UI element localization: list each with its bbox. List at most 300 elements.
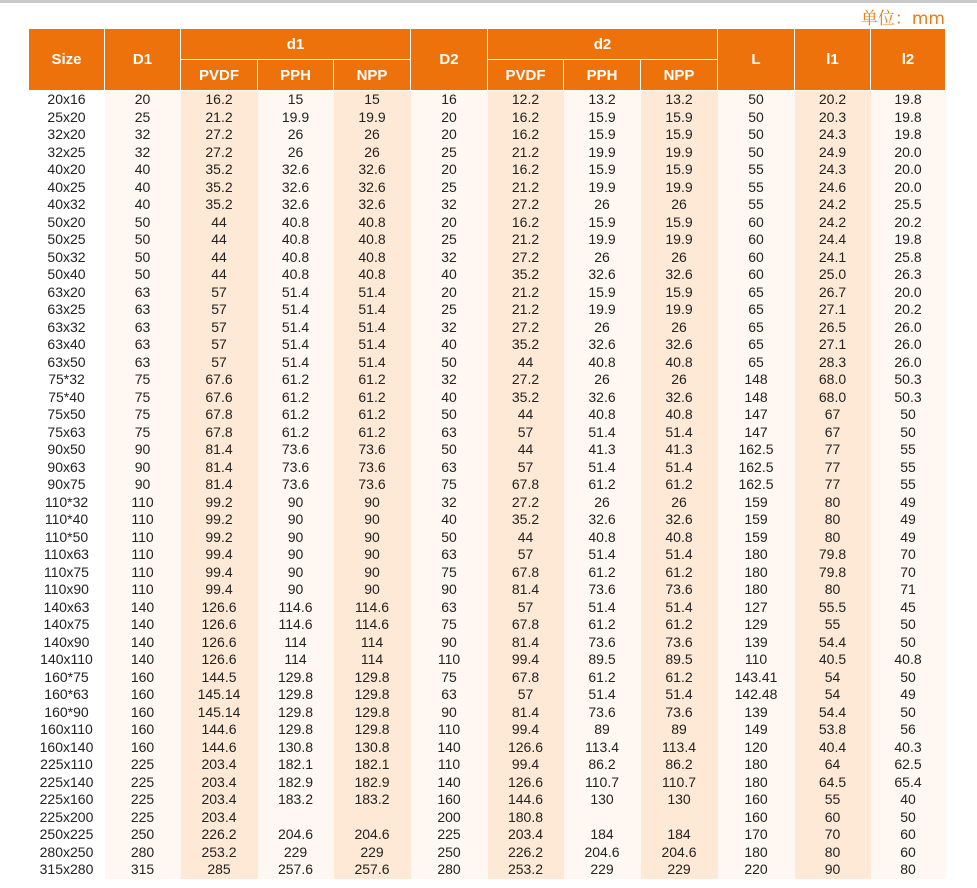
cell-d2-pvdf: 21.2: [488, 179, 564, 197]
cell-d1: 63: [105, 336, 181, 354]
cell-d1: 315: [105, 861, 181, 879]
table-row: [29, 651, 946, 669]
table-row: [29, 669, 946, 687]
cell-d2-pvdf: 57: [488, 686, 564, 704]
table-row: [29, 301, 946, 319]
cell-d1-pvdf: 67.6: [181, 389, 258, 407]
cell-d1-pph: 90: [258, 564, 334, 582]
cell-d1: 225: [105, 809, 181, 827]
cell-l1: 24.3: [795, 126, 871, 144]
table-row: [29, 459, 946, 477]
cell-length: 60: [718, 266, 795, 284]
cell-d1: 110: [105, 546, 181, 564]
cell-length: 50: [718, 109, 795, 127]
cell-d1-pph: 51.4: [258, 319, 334, 337]
cell-d1-pph: 73.6: [258, 459, 334, 477]
cell-size: 110*40: [29, 511, 105, 529]
cell-d1-pvdf: 99.2: [181, 511, 258, 529]
cell-d2-pph: 73.6: [564, 634, 641, 652]
cell-l2: 65.4: [871, 774, 946, 792]
cell-d1: 63: [105, 354, 181, 372]
cell-size: 140x90: [29, 634, 105, 652]
cell-l1: 80: [795, 511, 871, 529]
header-l1: l1: [795, 29, 871, 91]
cell-d2: 63: [411, 599, 488, 617]
cell-l2: 50.3: [871, 389, 946, 407]
cell-l1: 24.2: [795, 214, 871, 232]
cell-d1-pvdf: 44: [181, 266, 258, 284]
cell-d2-pph: 41.3: [564, 441, 641, 459]
cell-d1: 140: [105, 616, 181, 634]
top-rule: [0, 0, 977, 3]
cell-l2: 20.0: [871, 144, 946, 162]
cell-d1-pph: 19.9: [258, 109, 334, 127]
cell-d1-pvdf: 226.2: [181, 826, 258, 844]
cell-d1-npp: 182.1: [334, 756, 411, 774]
cell-d2-pph: 73.6: [564, 704, 641, 722]
cell-d1-pvdf: 126.6: [181, 599, 258, 617]
cell-d2-npp: 51.4: [641, 424, 718, 442]
cell-size: 32x25: [29, 144, 105, 162]
cell-d2-pvdf: 67.8: [488, 476, 564, 494]
table-row: [29, 161, 946, 179]
cell-length: 160: [718, 791, 795, 809]
cell-size: 315x280: [29, 861, 105, 879]
cell-d1: 140: [105, 599, 181, 617]
cell-d2-npp: 229: [641, 861, 718, 879]
cell-d2-pvdf: 99.4: [488, 651, 564, 669]
header-d2-group: d2: [488, 29, 718, 60]
cell-d1-pph: 183.2: [258, 791, 334, 809]
cell-d2-pvdf: 16.2: [488, 109, 564, 127]
cell-size: 20x16: [29, 91, 105, 109]
cell-d1-pvdf: 145.14: [181, 704, 258, 722]
cell-l2: 20.0: [871, 161, 946, 179]
cell-l2: 55: [871, 459, 946, 477]
cell-size: 90x50: [29, 441, 105, 459]
cell-d1-pph: 40.8: [258, 266, 334, 284]
cell-d2-pvdf: 126.6: [488, 739, 564, 757]
cell-length: 148: [718, 389, 795, 407]
cell-size: 225x160: [29, 791, 105, 809]
cell-d2-pvdf: 27.2: [488, 371, 564, 389]
cell-d1-npp: 90: [334, 529, 411, 547]
cell-d1-pph: 114.6: [258, 616, 334, 634]
table-row: [29, 861, 946, 879]
cell-d1-pph: 182.1: [258, 756, 334, 774]
cell-d1-pvdf: 81.4: [181, 441, 258, 459]
cell-d2-pph: 26: [564, 196, 641, 214]
cell-d2: 32: [411, 319, 488, 337]
cell-d1: 225: [105, 774, 181, 792]
cell-d2-pvdf: 35.2: [488, 511, 564, 529]
cell-l1: 70: [795, 826, 871, 844]
cell-length: 149: [718, 721, 795, 739]
cell-d2-npp: 89.5: [641, 651, 718, 669]
cell-d2-npp: 19.9: [641, 301, 718, 319]
header-l2: l2: [871, 29, 946, 91]
cell-d2-pph: 61.2: [564, 476, 641, 494]
table-row: [29, 319, 946, 337]
cell-l1: 79.8: [795, 564, 871, 582]
cell-d2: 50: [411, 529, 488, 547]
cell-size: 50x20: [29, 214, 105, 232]
cell-length: 60: [718, 214, 795, 232]
cell-d1-pph: 51.4: [258, 354, 334, 372]
cell-d2-npp: 73.6: [641, 704, 718, 722]
cell-d2-pph: 32.6: [564, 389, 641, 407]
cell-d2-pvdf: 81.4: [488, 634, 564, 652]
cell-length: 159: [718, 529, 795, 547]
cell-length: 162.5: [718, 441, 795, 459]
cell-d1-pvdf: 21.2: [181, 109, 258, 127]
cell-d2-pvdf: 81.4: [488, 581, 564, 599]
cell-d2-pph: 19.9: [564, 144, 641, 162]
cell-l1: 24.4: [795, 231, 871, 249]
cell-d2: 40: [411, 511, 488, 529]
cell-d1: 32: [105, 144, 181, 162]
header-d2-pvdf: PVDF: [488, 60, 564, 91]
cell-size: 75x63: [29, 424, 105, 442]
cell-d1: 250: [105, 826, 181, 844]
cell-length: 50: [718, 126, 795, 144]
cell-d2-npp: [641, 809, 718, 827]
cell-d2-pvdf: 16.2: [488, 126, 564, 144]
cell-d1-pvdf: 35.2: [181, 179, 258, 197]
cell-d1: 160: [105, 686, 181, 704]
cell-d1: 40: [105, 161, 181, 179]
cell-d2-pvdf: 27.2: [488, 494, 564, 512]
cell-d2-pph: 40.8: [564, 529, 641, 547]
table-row: [29, 546, 946, 564]
cell-d1-pph: 61.2: [258, 389, 334, 407]
cell-d1: 160: [105, 704, 181, 722]
cell-d2-pvdf: 57: [488, 546, 564, 564]
cell-length: 65: [718, 336, 795, 354]
cell-d2: 280: [411, 861, 488, 879]
cell-size: 160*75: [29, 669, 105, 687]
cell-d1-npp: 90: [334, 511, 411, 529]
cell-d1: 32: [105, 126, 181, 144]
cell-l2: 20.2: [871, 301, 946, 319]
cell-l2: 19.8: [871, 231, 946, 249]
cell-length: 55: [718, 179, 795, 197]
cell-d1-pph: [258, 809, 334, 827]
cell-d2-pvdf: 35.2: [488, 389, 564, 407]
cell-d2-pvdf: 81.4: [488, 704, 564, 722]
cell-d1-npp: 130.8: [334, 739, 411, 757]
cell-l1: 20.2: [795, 91, 871, 109]
cell-d2-pph: 19.9: [564, 301, 641, 319]
cell-l2: 19.8: [871, 109, 946, 127]
cell-l2: 56: [871, 721, 946, 739]
cell-d2-pvdf: 67.8: [488, 616, 564, 634]
cell-l1: 80: [795, 494, 871, 512]
cell-l2: 49: [871, 511, 946, 529]
cell-d1-pph: 129.8: [258, 721, 334, 739]
cell-length: 139: [718, 634, 795, 652]
table-row: [29, 196, 946, 214]
cell-d1-npp: 90: [334, 564, 411, 582]
cell-l1: 24.9: [795, 144, 871, 162]
cell-d1-pph: 114: [258, 634, 334, 652]
cell-d1-pvdf: 35.2: [181, 161, 258, 179]
cell-size: 90x63: [29, 459, 105, 477]
cell-d2-npp: 86.2: [641, 756, 718, 774]
cell-d1: 110: [105, 511, 181, 529]
cell-d1: 90: [105, 459, 181, 477]
table-body: [29, 91, 946, 879]
cell-d2-pvdf: 99.4: [488, 721, 564, 739]
cell-d1-npp: 204.6: [334, 826, 411, 844]
cell-l1: 77: [795, 459, 871, 477]
cell-d2-pph: 113.4: [564, 739, 641, 757]
cell-d1-pph: 26: [258, 126, 334, 144]
cell-size: 110x63: [29, 546, 105, 564]
cell-l1: 77: [795, 476, 871, 494]
cell-d1-pph: 32.6: [258, 179, 334, 197]
cell-d1-pvdf: 57: [181, 354, 258, 372]
cell-d2-pph: 26: [564, 319, 641, 337]
table-row: [29, 406, 946, 424]
cell-l2: 40.3: [871, 739, 946, 757]
cell-d2-npp: 51.4: [641, 546, 718, 564]
cell-d1-npp: 129.8: [334, 686, 411, 704]
cell-l1: 54.4: [795, 704, 871, 722]
cell-l2: 26.3: [871, 266, 946, 284]
cell-d2-pvdf: 21.2: [488, 231, 564, 249]
header-size: Size: [29, 29, 105, 91]
cell-d1-npp: 26: [334, 144, 411, 162]
cell-l1: 27.1: [795, 336, 871, 354]
cell-d2: 25: [411, 179, 488, 197]
cell-d1: 160: [105, 721, 181, 739]
cell-d2-pph: 15.9: [564, 214, 641, 232]
cell-d2-pvdf: 126.6: [488, 774, 564, 792]
cell-length: 180: [718, 774, 795, 792]
table-row: [29, 511, 946, 529]
cell-length: 159: [718, 511, 795, 529]
cell-d2-pvdf: 12.2: [488, 91, 564, 109]
cell-d1-npp: 114.6: [334, 599, 411, 617]
cell-d2-pph: 229: [564, 861, 641, 879]
cell-d1-npp: 32.6: [334, 179, 411, 197]
cell-d1: 110: [105, 494, 181, 512]
cell-d2-pph: 110.7: [564, 774, 641, 792]
cell-size: 63x40: [29, 336, 105, 354]
table-row: [29, 476, 946, 494]
cell-d2-npp: 130: [641, 791, 718, 809]
cell-d1-pph: 51.4: [258, 336, 334, 354]
cell-length: 50: [718, 144, 795, 162]
cell-length: 162.5: [718, 476, 795, 494]
cell-size: 75*32: [29, 371, 105, 389]
cell-d2-npp: 15.9: [641, 161, 718, 179]
cell-d1: 140: [105, 651, 181, 669]
cell-d1: 140: [105, 634, 181, 652]
cell-length: 147: [718, 424, 795, 442]
header-d2-npp: NPP: [641, 60, 718, 91]
cell-l1: 25.0: [795, 266, 871, 284]
cell-d1-npp: 73.6: [334, 441, 411, 459]
header-d2-outer: D2: [411, 29, 488, 91]
cell-d1-npp: 32.6: [334, 161, 411, 179]
cell-l1: 80: [795, 581, 871, 599]
cell-d1-pph: 90: [258, 546, 334, 564]
cell-size: 140x110: [29, 651, 105, 669]
cell-length: 180: [718, 844, 795, 862]
cell-d1-pvdf: 144.5: [181, 669, 258, 687]
cell-length: 55: [718, 161, 795, 179]
table-row: [29, 336, 946, 354]
header-d1-outer: D1: [105, 29, 181, 91]
cell-l2: 60: [871, 844, 946, 862]
cell-d1-pvdf: 99.4: [181, 564, 258, 582]
cell-l1: 26.7: [795, 284, 871, 302]
table-row: [29, 564, 946, 582]
cell-d1-pph: 114: [258, 651, 334, 669]
cell-d2-pph: 130: [564, 791, 641, 809]
cell-d1-pvdf: 203.4: [181, 774, 258, 792]
cell-d2-pph: 61.2: [564, 669, 641, 687]
header-d1-group: d1: [181, 29, 411, 60]
cell-d1-pph: 229: [258, 844, 334, 862]
cell-size: 280x250: [29, 844, 105, 862]
table-row: [29, 739, 946, 757]
table-row: [29, 581, 946, 599]
cell-d1-pph: 130.8: [258, 739, 334, 757]
cell-d2-npp: 73.6: [641, 634, 718, 652]
cell-d2-pph: 51.4: [564, 599, 641, 617]
cell-d1-pvdf: 16.2: [181, 91, 258, 109]
cell-d2: 25: [411, 144, 488, 162]
cell-l1: 55: [795, 791, 871, 809]
cell-l1: 77: [795, 441, 871, 459]
cell-d2: 140: [411, 774, 488, 792]
cell-d1-npp: 114: [334, 634, 411, 652]
cell-d1-pph: 114.6: [258, 599, 334, 617]
cell-d1-pvdf: 145.14: [181, 686, 258, 704]
cell-d2: 32: [411, 196, 488, 214]
cell-length: 142.48: [718, 686, 795, 704]
cell-d2: 225: [411, 826, 488, 844]
cell-d2-pvdf: 21.2: [488, 284, 564, 302]
cell-size: 140x63: [29, 599, 105, 617]
table-row: [29, 284, 946, 302]
cell-d2: 20: [411, 214, 488, 232]
cell-l2: 80: [871, 861, 946, 879]
cell-d2-pph: 40.8: [564, 406, 641, 424]
cell-d1-npp: 90: [334, 581, 411, 599]
cell-l2: 50: [871, 669, 946, 687]
cell-d2: 63: [411, 459, 488, 477]
table-row: [29, 704, 946, 722]
cell-d1-pvdf: 27.2: [181, 126, 258, 144]
cell-d2-pph: 184: [564, 826, 641, 844]
cell-length: 60: [718, 249, 795, 267]
table-row: [29, 424, 946, 442]
cell-length: 65: [718, 319, 795, 337]
cell-d1-npp: 229: [334, 844, 411, 862]
table-row: [29, 126, 946, 144]
cell-d1-pvdf: 81.4: [181, 476, 258, 494]
cell-d1: 280: [105, 844, 181, 862]
cell-d2-npp: 26: [641, 371, 718, 389]
cell-d2-pph: 51.4: [564, 424, 641, 442]
cell-d1: 40: [105, 179, 181, 197]
cell-l2: 50: [871, 406, 946, 424]
cell-d1: 110: [105, 564, 181, 582]
cell-l1: 26.5: [795, 319, 871, 337]
cell-d2: 20: [411, 109, 488, 127]
cell-d1: 63: [105, 319, 181, 337]
cell-d2-npp: 61.2: [641, 616, 718, 634]
cell-l1: 20.3: [795, 109, 871, 127]
cell-length: 110: [718, 651, 795, 669]
cell-length: 65: [718, 301, 795, 319]
table-row: [29, 109, 946, 127]
cell-d1: 160: [105, 739, 181, 757]
cell-l1: 80: [795, 844, 871, 862]
cell-size: 250x225: [29, 826, 105, 844]
cell-d1-pph: 26: [258, 144, 334, 162]
cell-d1: 225: [105, 756, 181, 774]
cell-d1-pvdf: 144.6: [181, 739, 258, 757]
cell-d2-npp: 40.8: [641, 354, 718, 372]
cell-d1-npp: 90: [334, 546, 411, 564]
cell-d2-npp: 51.4: [641, 459, 718, 477]
cell-l1: 64.5: [795, 774, 871, 792]
cell-l1: 67: [795, 406, 871, 424]
cell-l1: 24.2: [795, 196, 871, 214]
cell-d2-npp: 51.4: [641, 599, 718, 617]
cell-d2-npp: 110.7: [641, 774, 718, 792]
cell-d1: 75: [105, 424, 181, 442]
cell-d2: 110: [411, 756, 488, 774]
header-d1-pvdf: PVDF: [181, 60, 258, 91]
cell-d1-npp: 183.2: [334, 791, 411, 809]
cell-d2-pph: 15.9: [564, 126, 641, 144]
cell-l1: 80: [795, 529, 871, 547]
cell-d1-pph: 182.9: [258, 774, 334, 792]
cell-l2: 25.5: [871, 196, 946, 214]
cell-d1-pvdf: 44: [181, 214, 258, 232]
cell-d1-pvdf: 81.4: [181, 459, 258, 477]
table-row: [29, 231, 946, 249]
cell-l2: 50: [871, 634, 946, 652]
cell-d1-pvdf: 99.2: [181, 494, 258, 512]
cell-d2-pph: 32.6: [564, 266, 641, 284]
cell-d1-pph: 32.6: [258, 161, 334, 179]
cell-d2-pph: 204.6: [564, 844, 641, 862]
cell-l2: 71: [871, 581, 946, 599]
cell-d2-pph: 40.8: [564, 354, 641, 372]
cell-l1: 54: [795, 686, 871, 704]
cell-d1-npp: 61.2: [334, 389, 411, 407]
header-length: L: [718, 29, 795, 91]
cell-d1-npp: 51.4: [334, 319, 411, 337]
cell-l2: 19.8: [871, 126, 946, 144]
cell-d1: 90: [105, 441, 181, 459]
cell-d2-pvdf: 57: [488, 459, 564, 477]
cell-d1-pvdf: 67.8: [181, 406, 258, 424]
table-row: [29, 756, 946, 774]
cell-size: 63x32: [29, 319, 105, 337]
cell-d2: 90: [411, 581, 488, 599]
cell-size: 63x50: [29, 354, 105, 372]
cell-size: 50x40: [29, 266, 105, 284]
cell-d2-npp: 26: [641, 494, 718, 512]
